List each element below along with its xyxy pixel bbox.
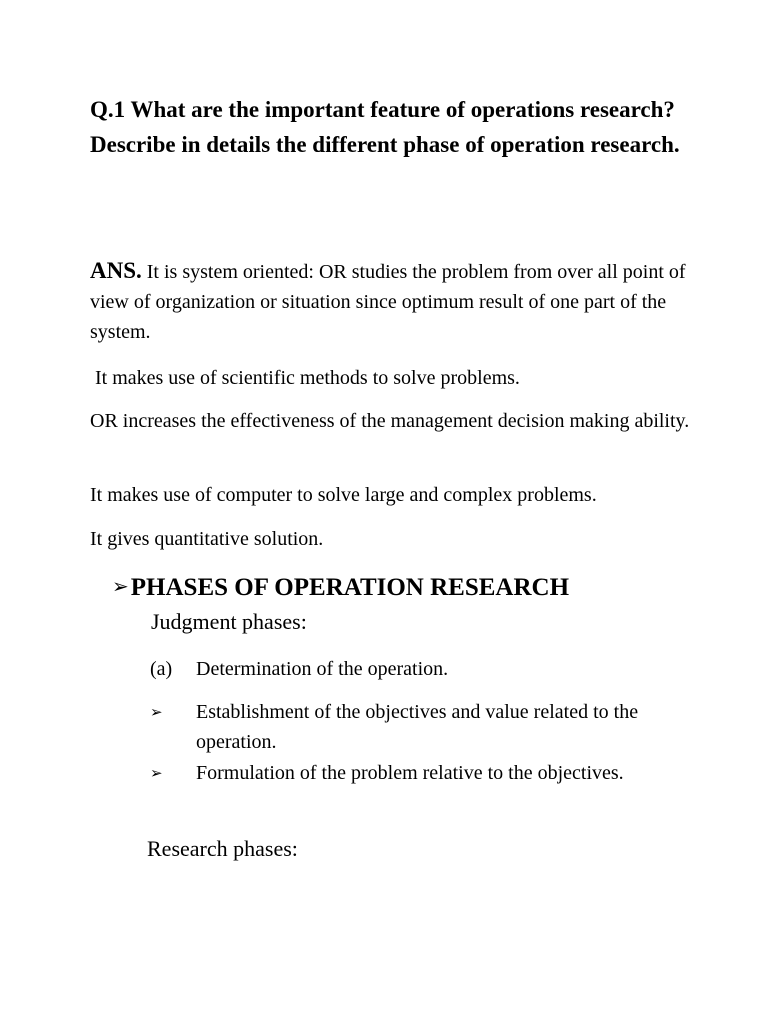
answer-point-quantitative: It gives quantitative solution. [90,528,324,550]
list-item-objectives [150,697,678,757]
list-item-a-text: Determination of the operation. [196,658,449,680]
answer-point-effectiveness: OR increases the effectiveness of the management decision making ability. [90,410,690,432]
answer-point-computer: It makes use of computer to solve large and complex problems. [90,484,597,506]
question-heading: Q.1 What are the important feature of operations research? Describe in details the different phase of operation research. [90,97,680,157]
arrow-bullet-icon: ➢ [112,574,129,598]
arrow-bullet-icon: ➢ [150,764,163,782]
list-item-a [150,654,448,684]
research-phases-title: Research phases: [147,836,298,861]
list-item-formulation-text: Formulation of the problem relative to the objectives. [196,762,624,784]
answer-point-scientific: It makes use of scientific methods to solve problems. [90,367,520,389]
list-item-objectives-text: Establishment of the objectives and value related to the operation. [196,701,639,753]
list-item-formulation [150,758,678,788]
answer-text: It is system oriented: OR studies the problem from over all point of view of organization or situation since optimum result of one part of the system. [90,261,686,343]
judgment-phases-title: Judgment phases: [151,609,307,634]
list-item-a-marker: (a) [150,658,173,680]
arrow-bullet-icon: ➢ [150,703,163,721]
answer-paragraph [90,256,690,347]
phases-heading [112,570,569,604]
phases-heading-text: PHASES OF OPERATION RESEARCH [130,574,570,601]
answer-label: ANS. [90,258,142,283]
